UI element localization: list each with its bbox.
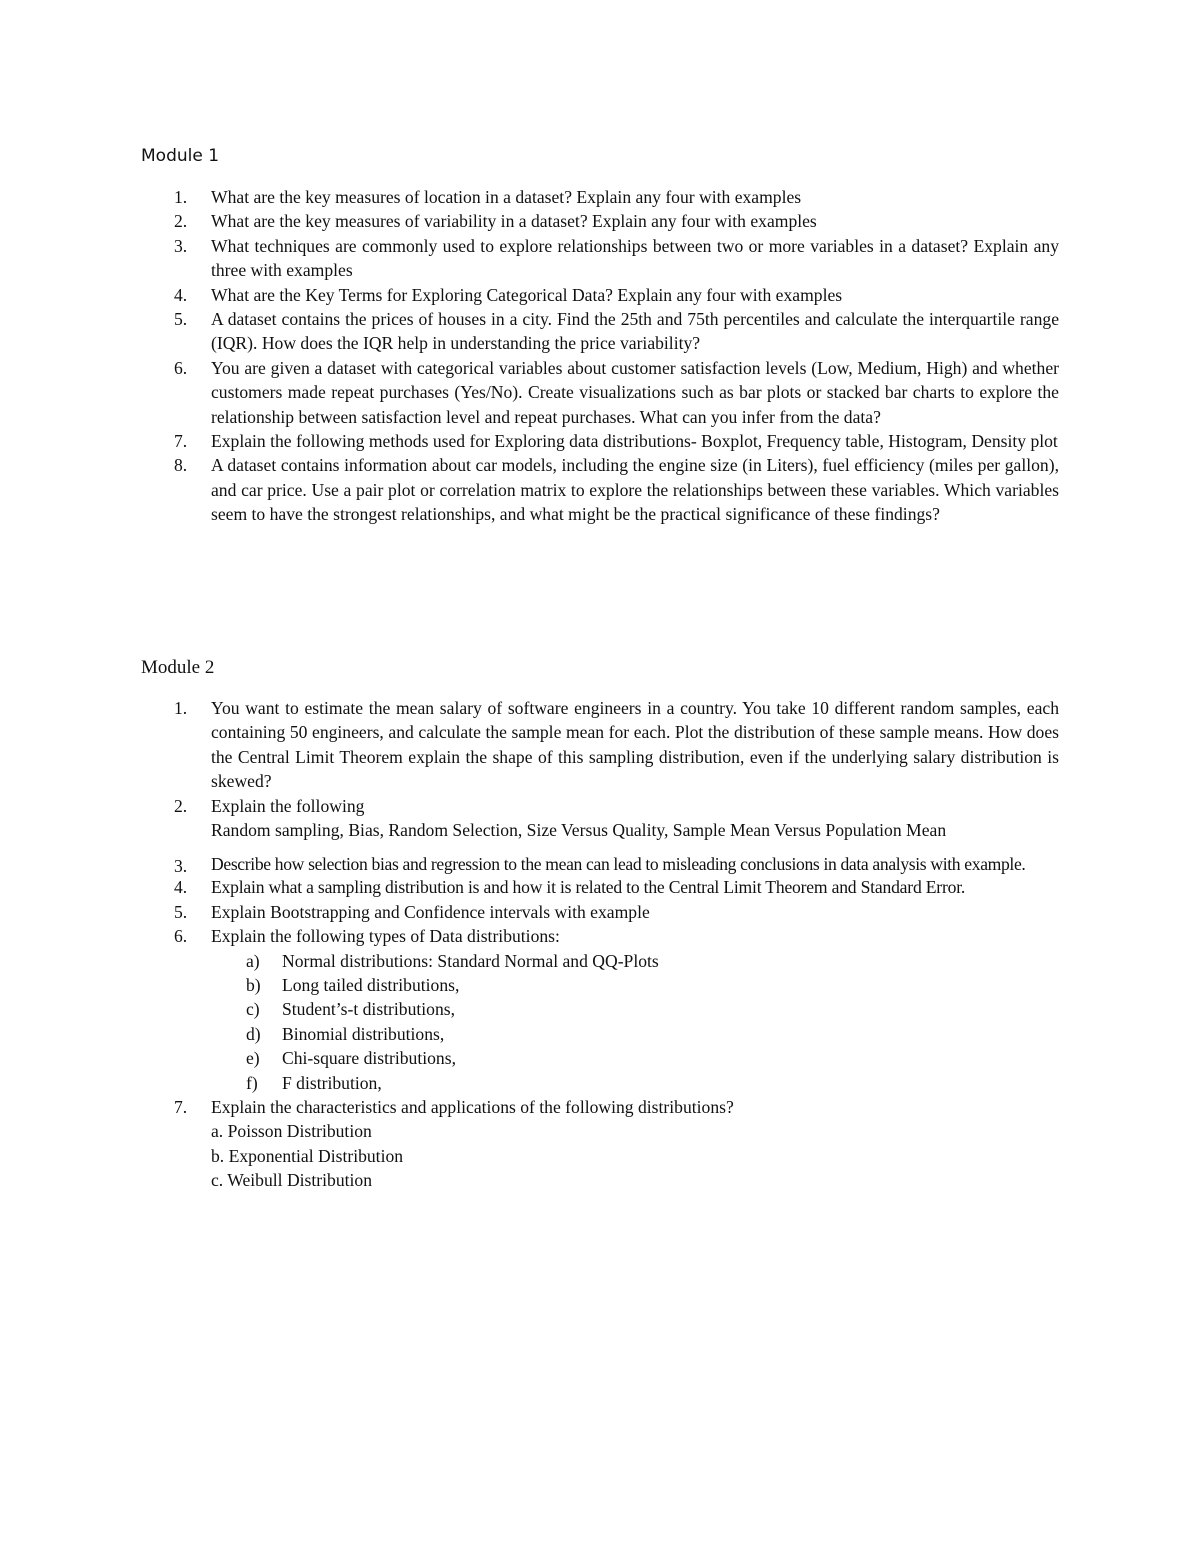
sublist-letter: e): [246, 1048, 260, 1069]
question-item: [0, 453, 1200, 526]
module-1-heading: Module 1: [141, 146, 220, 166]
question-text: A dataset contains information about car models, including the engine size (in Liters), fuel efficiency (miles per gallon), and car price. Use a pair plot or correlation matrix to explore the relationships between these variables. Which variables seem to have the strongest relationships, and what might be the practical significance of these findings?: [211, 455, 1059, 525]
spacer: [0, 842, 1200, 854]
question-number: 8.: [174, 455, 188, 476]
sublist-text: Student’s-t distributions,: [282, 999, 456, 1020]
sublist-text: Binomial distributions,: [282, 1023, 445, 1044]
question-item: [0, 875, 1200, 899]
question-item: [0, 356, 1200, 429]
question-item: [0, 1095, 1200, 1193]
question-text: Explain Bootstrapping and Confidence intervals with example: [211, 901, 650, 922]
sublist-letter: f): [246, 1072, 258, 1093]
question-text: Explain the following types of Data distributions:: [211, 926, 560, 947]
sublist-item: [0, 1046, 1200, 1070]
module-1-question-list: [0, 185, 1200, 527]
question-text: Explain what a sampling distribution is and how it is related to the Central Limit Theorem and Standard Error.: [211, 877, 966, 898]
question-detail: Random sampling, Bias, Random Selection, Size Versus Quality, Sample Mean Versus Population Mean: [211, 820, 947, 841]
sublist-item: [0, 973, 1200, 997]
question-number: 5.: [174, 901, 188, 922]
question-number: 3.: [174, 235, 188, 256]
sublist-item: [0, 1071, 1200, 1095]
sublist-item: [0, 949, 1200, 973]
sublist-text: Chi-square distributions,: [282, 1048, 456, 1069]
question-item: [0, 854, 1200, 875]
question-item: [0, 209, 1200, 233]
sublist-text: Long tailed distributions,: [282, 975, 460, 996]
question-number: 7.: [174, 431, 188, 452]
distribution-option: a. Poisson Distribution: [211, 1121, 372, 1142]
question-number: 5.: [174, 309, 188, 330]
question-item: [0, 429, 1200, 453]
question-number: 6.: [174, 357, 188, 378]
question-item: [0, 307, 1200, 356]
question-text: What are the key measures of variability in a dataset? Explain any four with examples: [211, 211, 817, 232]
distribution-option: b. Exponential Distribution: [211, 1145, 404, 1166]
question-item: [0, 924, 1200, 1095]
distribution-option: c. Weibull Distribution: [211, 1170, 372, 1191]
sublist-letter: a): [246, 950, 260, 971]
question-number: 7.: [174, 1097, 188, 1117]
question-number: 6.: [174, 926, 188, 947]
question-text: A dataset contains the prices of houses in a city. Find the 25th and 75th percentiles and calculate the interquartile range (IQR). How does the IQR help in understanding the price variability?: [211, 309, 1059, 354]
distribution-sublist: [0, 949, 1200, 1095]
question-text: You want to estimate the mean salary of software engineers in a country. You take 10 different random samples, each containing 50 engineers, and calculate the sample mean for each. Plot the distribution of these sample means. How does the Central Limit Theorem explain the shape of this sampling distribution, even if the underlying salary distribution is skewed?: [211, 698, 1059, 792]
question-text: Explain the following methods used for Exploring data distributions- Boxplot, Frequency table, Histogram, Density plot: [211, 431, 1058, 452]
sublist-letter: b): [246, 975, 261, 996]
sublist-text: F distribution,: [282, 1072, 382, 1093]
question-item: [0, 185, 1200, 209]
question-text: You are given a dataset with categorical variables about customer satisfaction levels (Low, Medium, High) and whether customers made repeat purchases (Yes/No). Create visualizations such as bar plots or stacked bar charts to explore the relationship between satisfaction level and repeat purchases. What can you infer from the data?: [211, 357, 1059, 427]
question-number: 2.: [174, 211, 188, 232]
question-item: [0, 900, 1200, 924]
question-number: 1.: [174, 187, 188, 207]
question-text: What techniques are commonly used to explore relationships between two or more variables in a dataset? Explain any three with examples: [211, 235, 1059, 281]
question-text: Describe how selection bias and regression to the mean can lead to misleading conclusions in data analysis with example.: [211, 854, 1026, 875]
question-item: [0, 234, 1200, 283]
question-text: What are the Key Terms for Exploring Categorical Data? Explain any four with examples: [211, 284, 843, 305]
sublist-letter: d): [246, 1023, 261, 1044]
sublist-text: Normal distributions: Standard Normal and QQ-Plots: [282, 950, 659, 971]
question-number: 4.: [174, 877, 188, 898]
question-number: 3.: [174, 856, 188, 877]
sublist-item: [0, 997, 1200, 1021]
module-2-heading: Module 2: [141, 657, 215, 678]
question-number: 4.: [174, 284, 188, 305]
question-number: 2.: [174, 795, 188, 816]
question-item: [0, 794, 1200, 855]
question-item: [0, 283, 1200, 307]
question-text: Explain the characteristics and applications of the following distributions?: [211, 1097, 734, 1117]
question-text: What are the key measures of location in a dataset? Explain any four with examples: [211, 187, 802, 207]
sublist-item: [0, 1022, 1200, 1046]
sublist-letter: c): [246, 999, 260, 1020]
question-text: Explain the following: [211, 795, 365, 816]
question-item: [0, 696, 1200, 794]
question-number: 1.: [174, 698, 188, 718]
module-2-question-list: [0, 696, 1200, 1193]
